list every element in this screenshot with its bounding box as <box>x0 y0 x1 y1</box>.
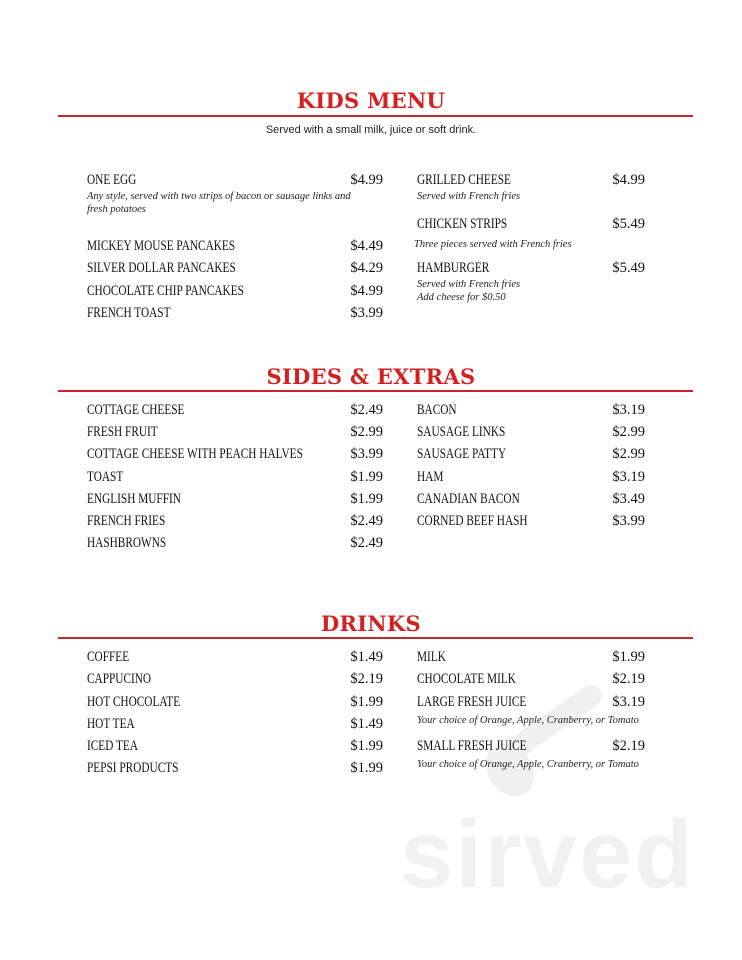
item-price: $2.19 <box>350 671 383 687</box>
item-name: HOT TEA <box>87 716 135 732</box>
item-name: CORNED BEEF HASH <box>417 513 528 529</box>
item-name: FRENCH TOAST <box>87 305 171 321</box>
item-name: ENGLISH MUFFIN <box>87 491 181 507</box>
item-name: CANADIAN BACON <box>417 491 520 507</box>
item-price: $4.99 <box>612 172 645 188</box>
item-name: BACON <box>417 402 457 418</box>
item-name: ICED TEA <box>87 738 139 754</box>
item-price: $5.49 <box>612 216 645 232</box>
drinks-title: DRINKS <box>321 611 421 636</box>
item-price: $3.49 <box>612 491 645 507</box>
item-name: COTTAGE CHEESE WITH PEACH HALVES <box>87 446 303 462</box>
item-description: Three pieces served with French fries <box>414 239 572 250</box>
item-name: SMALL FRESH JUICE <box>417 738 527 754</box>
item-price: $5.49 <box>612 260 645 276</box>
divider <box>58 390 693 392</box>
item-name: HOT CHOCOLATE <box>87 694 181 710</box>
item-price: $1.99 <box>612 649 645 665</box>
sirved-watermark: sirved <box>400 801 695 908</box>
item-name: PEPSI PRODUCTS <box>87 760 179 776</box>
item-price: $1.99 <box>350 694 383 710</box>
item-price: $2.99 <box>350 424 383 440</box>
item-price: $4.99 <box>350 283 383 299</box>
item-price: $3.19 <box>612 469 645 485</box>
item-price: $4.99 <box>350 172 383 188</box>
item-name: LARGE FRESH JUICE <box>417 694 527 710</box>
item-price: $3.19 <box>612 402 645 418</box>
item-description: Any style, served with two strips of bacon or sausage links and <box>87 191 351 202</box>
kids-menu-subtitle: Served with a small milk, juice or soft drink. <box>265 124 477 136</box>
item-price: $2.99 <box>612 424 645 440</box>
item-name: FRESH FRUIT <box>87 424 158 440</box>
item-name: MICKEY MOUSE PANCAKES <box>87 238 236 254</box>
item-price: $1.49 <box>350 716 383 732</box>
item-price: $1.99 <box>350 491 383 507</box>
item-name: SAUSAGE PATTY <box>417 446 507 462</box>
item-description: Served with French fries <box>417 279 521 290</box>
item-name: TOAST <box>87 469 124 485</box>
item-price: $3.99 <box>350 446 383 462</box>
item-price: $4.29 <box>350 260 383 276</box>
item-name: SAUSAGE LINKS <box>417 424 506 440</box>
item-price: $2.19 <box>612 738 645 754</box>
item-price: $1.99 <box>350 469 383 485</box>
item-name: CHOCOLATE CHIP PANCAKES <box>87 283 244 299</box>
item-name: FRENCH FRIES <box>87 513 166 529</box>
item-price: $2.19 <box>612 671 645 687</box>
item-price: $1.99 <box>350 760 383 776</box>
item-name: GRILLED CHEESE <box>417 172 511 188</box>
item-name: SILVER DOLLAR PANCAKES <box>87 260 236 276</box>
kids-menu-title: KIDS MENU <box>296 88 446 113</box>
item-price: $3.19 <box>612 694 645 710</box>
item-name: HASHBROWNS <box>87 535 167 551</box>
item-price: $2.49 <box>350 402 383 418</box>
item-name: COTTAGE CHEESE <box>87 402 185 418</box>
item-price: $2.49 <box>350 535 383 551</box>
item-description: fresh potatoes <box>87 204 146 215</box>
item-price: $3.99 <box>612 513 645 529</box>
divider <box>58 637 693 639</box>
item-price: $3.99 <box>350 305 383 321</box>
item-description: Add cheese for $0.50 <box>417 292 506 303</box>
item-description: Your choice of Orange, Apple, Cranberry, or Tomato <box>417 715 639 726</box>
item-description: Served with French fries <box>417 191 521 202</box>
sides-extras-title: SIDES & EXTRAS <box>266 364 476 389</box>
item-name: ONE EGG <box>87 172 137 188</box>
item-name: HAMBURGER <box>417 260 490 276</box>
divider <box>58 115 693 117</box>
item-name: HAM <box>417 469 444 485</box>
item-price: $1.49 <box>350 649 383 665</box>
item-name: CAPPUCINO <box>87 671 152 687</box>
item-price: $2.49 <box>350 513 383 529</box>
item-name: CHICKEN STRIPS <box>417 216 508 232</box>
item-name: MILK <box>417 649 446 665</box>
item-price: $4.49 <box>350 238 383 254</box>
item-name: CHOCOLATE MILK <box>417 671 516 687</box>
item-name: COFFEE <box>87 649 130 665</box>
item-price: $2.99 <box>612 446 645 462</box>
item-price: $1.99 <box>350 738 383 754</box>
item-description: Your choice of Orange, Apple, Cranberry, or Tomato <box>417 759 639 770</box>
